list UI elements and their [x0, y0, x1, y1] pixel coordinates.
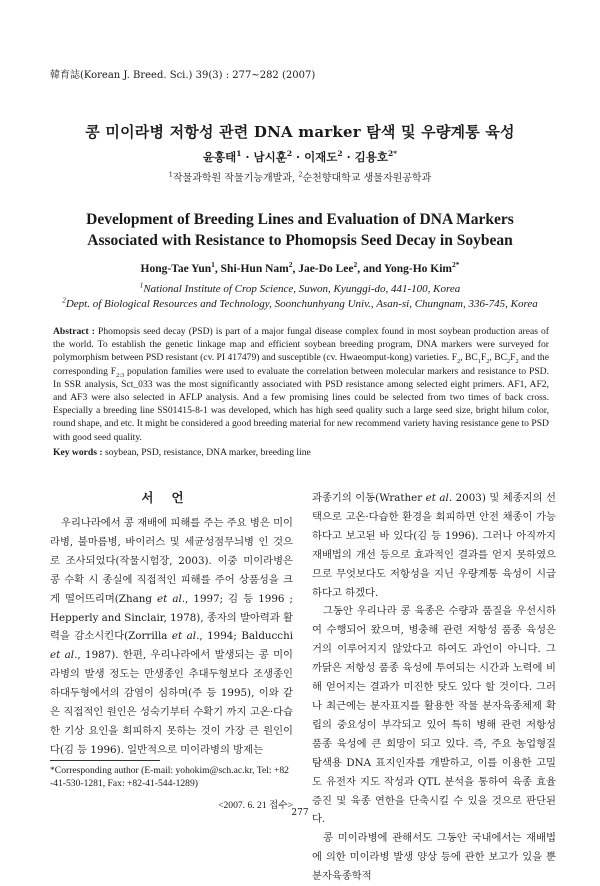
korean-affiliation-2: 순천향대학교 생물자원공학과 — [302, 173, 432, 184]
korean-affiliations: $^1$작물과학원 작물기능개발과, $^2$순천향대학교 생물자원공학과 — [168, 170, 432, 184]
korean-author-3-mark: 2 — [337, 149, 343, 159]
korean-affiliation-1: 작물과학원 작물기능개발과, — [172, 173, 296, 184]
english-affiliation-1: $^1$National Institute of Crop Science, Suwon, Kyunggi-do, 441-100, Korea — [139, 281, 461, 295]
english-author-2-mark: 2 — [288, 260, 293, 270]
english-affiliation-2: $^2$Dept. of Biological Resources and Technology, Soonchunhyang Univ., Asan-si, Chungnam, 336-745, Korea — [62, 296, 538, 310]
english-author-4-mark: 2* — [451, 260, 460, 270]
korean-title: 콩 미이라병 저항성 관련 DNA marker 탐색 및 우량계통 육성 — [85, 123, 515, 141]
english-title — [0, 209, 600, 251]
korean-author-1: 윤홍태 — [202, 150, 237, 164]
english-author-2: Shi-Hun Nam — [220, 263, 289, 275]
abstract-label: Abstract : — [53, 326, 95, 337]
corresponding-author-footnote — [50, 764, 293, 790]
keywords-label: Key words : — [53, 447, 103, 458]
footnote-line-1: *Corresponding author (E-mail: yohokim@sch.ac.kr, Tel: +82 — [50, 765, 289, 776]
abstract: Abstract : Phomopsis seed decay (PSD) is part of a major fungal disease complex found in most soybean production areas of the world. To establish the genetic linkage map and efficient soybean breeding program, DNA markers were surveyed for polymorphism between PSD resistant (cv. PI 417479) and susceptible (cv. Hwaeomput-kong) varieties. $F_2$, $BC_1F_2$, $BC_2F_2$ and the corresponding $F_{2:3}$ population families were used to evaluate the correlation between molecular markers and resistance to PSD. In SSR analysis, Sct_033 was the most significantly associated with PSD resistance among selected eight primers. AF1, AF2, and AF3 were also selected in AFLP analysis. And a few promising lines could be selected from two times of back cross. Especially a breeding line SS01415-8-1 was developed, which has high seed quality such a large seed size, bright hilum color, round shape, and etc. It might be considered a good breeding material for new recommend variety having resistance gene to PSD with good seed quality. — [53, 326, 549, 443]
right-paragraph-2: 그동안 우리나라 콩 육종은 수량과 품질을 우선시하여 수행되어 왔으며, 병충해 관련 저항성 품종 육성은 거의 이루어지지 않았다고 하여도 과언이 아니다. 그 까닭은 저항성 품종 육성에 투여되는 시간과 노력에 비해 얻어지는 결과가 미진한 탓도 있다 할 것이다. 그러나 최근에는 분자표지를 활용한 작물 분자육종체제 확립의 중요성이 부각되고 있어 특히 병해 관련 저항성 품종 육성에 큰 희망이 되고 있다. 즉, 주요 농업형질 탐색용 DNA 표지인자를 개발하고, 이를 이용한 고밀도 유전자 지도 작성과 QTL 분석을 통하여 육종 효율 증진 및 육종 연한을 단축시킬 수 있을 것으로 판단된다. — [312, 605, 556, 826]
korean-authors: 윤홍태$^1$ · 남시훈$^2$ · 이재도$^2$ · 김용호$^{2*}$ — [202, 149, 398, 164]
english-author-4: Yong-Ho Kim — [383, 263, 452, 275]
left-paragraph-1: 우리나라에서 콩 재배에 피해를 주는 주요 병은 미이라병, 불마름병, 바이러스 및 세균성점무늬병 인 것으로 조사되었다(작물시험장, 2003). 이중 미이라병은 콩 수확 시 종실에 직접적인 피해를 주어 상품성을 크게 떨어뜨리며(Zhang et al., 1997; 김 등 1996 ; Hepperly and Sinclair, 1978), 종자의 발아력과 활력을 감소시킨다(Zorrilla et al., 1994; Balducchi et al., 1987). 한편, 우리나라에서 발생되는 콩 미이라병의 발생 정도는 만생종인 추대두형보다 조생종인 하대두형에서의 감염이 심하며(주 등 1995), 이와 같은 직접적인 원인은 성숙기부터 수확기 까지 고온·다습한 기상 요인을 회피하지 못하는 것이 가장 큰 원인이다(김 등 1996). 일반적으로 미이라병의 방제는 — [50, 517, 294, 756]
english-authors: Hong-Tae Yun$^1$, Shi-Hun Nam$^2$, Jae-Do Lee$^2$, and Yong-Ho Kim$^{2*}$ — [140, 260, 460, 275]
keywords — [53, 447, 549, 458]
section-title-introduction: 서언 — [141, 490, 202, 505]
english-author-3: Jae-Do Lee — [298, 263, 354, 275]
received-date: <2007. 6. 21 접수> — [218, 800, 293, 811]
english-author-1-mark: 1 — [211, 260, 215, 270]
footnote-divider — [50, 760, 160, 761]
page-number: 277 — [291, 808, 309, 818]
korean-author-1-mark: 1 — [236, 149, 242, 159]
left-column — [50, 514, 293, 760]
korean-author-2-mark: 2 — [286, 149, 293, 159]
english-title-line-1: Development of Breeding Lines and Evaluation of DNA Markers — [86, 211, 514, 228]
right-paragraph-1: 과종기의 이동(Wrather et al. 2003) 및 체종지의 선택으로 고온·다습한 환경을 회피하면 안전 채종이 가능하다고 보고된 바 있다(김 등 1996). 그러나 아직까지 재배법의 개선 등으로 효과적인 결과를 얻지 못하였으므로 무엇보다도 저항성을 지닌 우량계통 육성이 시급하다고 하겠다. — [312, 492, 557, 599]
korean-author-4-mark: 2* — [387, 149, 398, 159]
english-author-1: Hong-Tae Yun — [140, 263, 212, 275]
right-column — [312, 489, 556, 886]
keywords-text: soybean, PSD, resistance, DNA marker, breeding line — [104, 447, 311, 458]
journal-citation: 韓育誌(Korean J. Breed. Sci.) 39(3) : 277~282 (2007) — [50, 70, 316, 81]
korean-author-2: 남시훈 — [253, 150, 287, 164]
korean-author-4: 김용호 — [354, 150, 388, 164]
korean-author-3: 이재도 — [304, 150, 338, 164]
english-author-3-mark: 2 — [353, 260, 358, 270]
footnote-line-2: -41-530-1281, Fax: +82-41-544-1289) — [50, 778, 198, 789]
right-paragraph-3: 콩 미이라병에 관해서도 그동안 국내에서는 재배법에 의한 미이라병 발생 양상 등에 관한 보고가 있을 뿐 분자육종학적 — [312, 832, 556, 883]
english-title-line-2: Associated with Resistance to Phomopsis Seed Decay in Soybean — [87, 232, 513, 249]
